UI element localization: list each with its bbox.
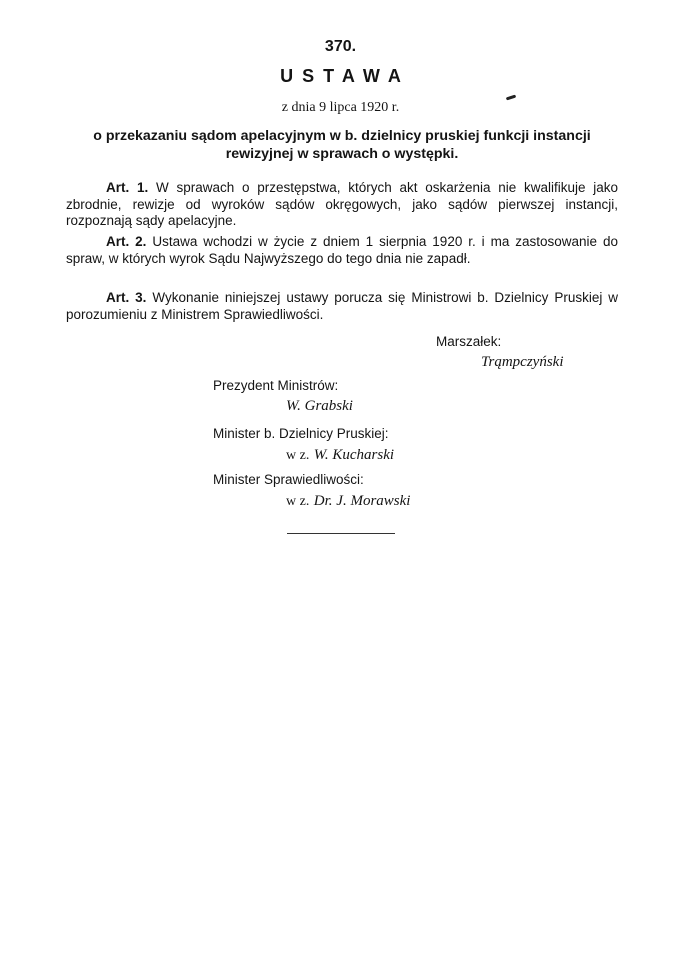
minister-prusy-prefix: w z.: [286, 448, 310, 463]
minister-prusy-signature-line: [286, 446, 394, 464]
act-title: USTAWA: [280, 66, 410, 86]
act-subject: o przekazaniu sądom apelacyjnym w b. dzielnicy pruskiej funkcji instancji rewizyjnej w sprawach o występki.: [93, 128, 591, 162]
article-2-label: Art. 2.: [106, 234, 147, 249]
minister-prusy-signature: W. Kucharski: [313, 447, 395, 463]
article-2: [66, 234, 618, 267]
closing-rule: [287, 533, 395, 534]
minister-sprawiedliwosci-prefix: w z.: [286, 494, 310, 509]
marszalek-role: Marszałek:: [436, 334, 502, 349]
minister-prusy-role: Minister b. Dzielnicy Pruskiej:: [213, 426, 389, 441]
act-date: z dnia 9 lipca 1920 r.: [281, 100, 400, 115]
article-3-label: Art. 3.: [106, 290, 147, 305]
minister-sprawiedliwosci-signature: Dr. J. Morawski: [313, 493, 411, 509]
article-1: [66, 180, 618, 230]
premier-signature: W. Grabski: [286, 398, 353, 414]
article-1-label: Art. 1.: [106, 180, 149, 195]
minister-sprawiedliwosci-role: Minister Sprawiedliwości:: [213, 472, 364, 487]
article-2-text: Ustawa wchodzi w życie z dniem 1 sierpnia 1920 r. i ma zastosowanie do spraw, w których wyrok Sądu Najwyższego do tego dnia nie zapadł.: [66, 234, 618, 266]
marszalek-signature: Trąmpczyński: [481, 354, 564, 370]
article-3: [66, 290, 618, 323]
premier-role: Prezydent Ministrów:: [213, 378, 339, 393]
act-number: 370.: [324, 38, 357, 55]
minister-sprawiedliwosci-signature-line: [286, 492, 410, 510]
article-3-text: Wykonanie niniejszej ustawy porucza się Ministrowi b. Dzielnicy Pruskiej w porozumieniu z Ministrem Sprawiedliwości.: [66, 290, 618, 322]
article-1-text: W sprawach o przestępstwa, których akt oskarżenia nie kwalifikuje jako zbrodnie, rewizje od wyroków sądów okręgowych, jako sądów pierwszej instancji, rozpoznają sądy apelacyjne.: [66, 180, 618, 228]
